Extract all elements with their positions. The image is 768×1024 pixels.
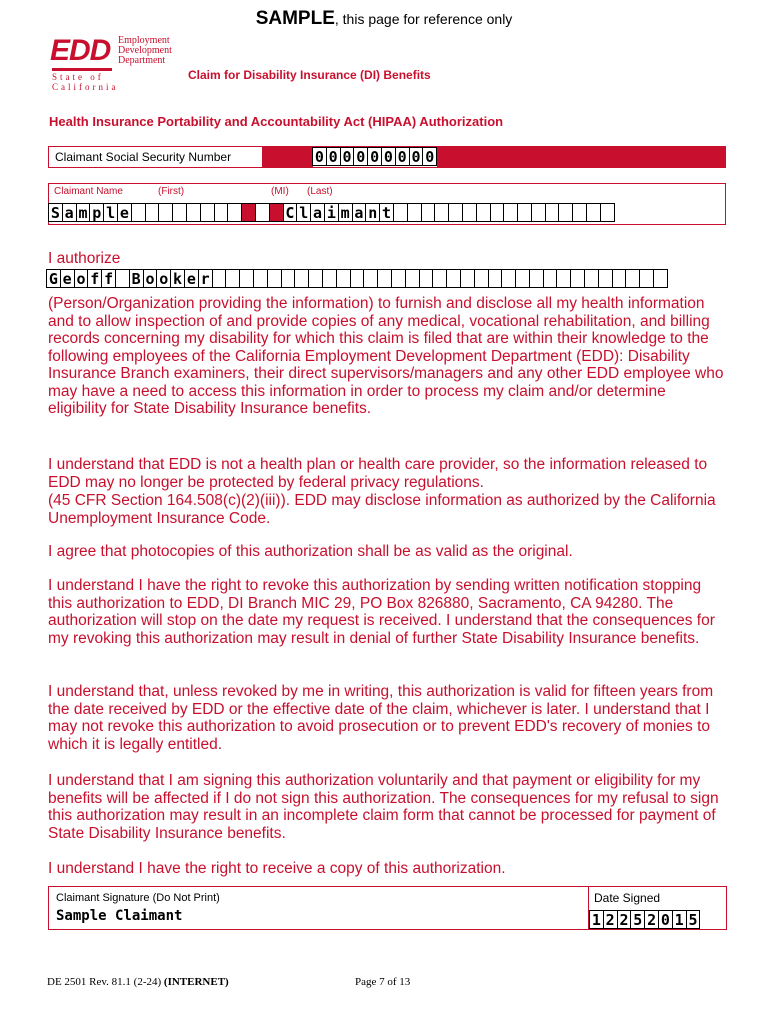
char-cell (503, 203, 518, 222)
paragraph-validity: I understand that, unless revoked by me in writing, this authorization is valid for fifteen years from the date received by EDD or the effective date of the claim, whichever is later. I understand that I may not revoke this authorization to avoid prosecution or to prevent EDD's recovery of monies to which it is legally entitled. (48, 683, 714, 753)
char-cell: i (324, 203, 339, 222)
form-number: DE 2501 Rev. 81.1 (2-24) (INTERNET) (47, 976, 229, 988)
char-cell: f (87, 269, 102, 288)
char-cell: n (365, 203, 380, 222)
char-cell (598, 269, 613, 288)
char-cell: 0 (312, 147, 327, 166)
char-cell (172, 203, 187, 222)
char-cell: t (379, 203, 394, 222)
logo-state: State of California (52, 72, 119, 92)
char-cell: 0 (381, 147, 396, 166)
char-cell (115, 269, 130, 288)
char-cell (515, 269, 530, 288)
char-cell: 5 (630, 910, 645, 929)
char-cell: B (129, 269, 144, 288)
mi-label: (MI) (271, 186, 289, 197)
char-cell: k (170, 269, 185, 288)
char-cell (363, 269, 378, 288)
shaded-cell (241, 203, 256, 222)
date-signed-input[interactable] (590, 910, 700, 929)
char-cell: 5 (686, 910, 701, 929)
char-cell (584, 269, 599, 288)
char-cell (474, 269, 489, 288)
char-cell (158, 203, 173, 222)
char-cell (446, 269, 461, 288)
char-cell (336, 269, 351, 288)
char-cell (529, 269, 544, 288)
char-cell (377, 269, 392, 288)
char-cell: 2 (644, 910, 659, 929)
paragraph-edd-not-health-plan: I understand that EDD is not a health plan or health care provider, so the information released to EDD may no longer be protected by federal privacy regulations. (48, 456, 708, 491)
char-cell: C (283, 203, 298, 222)
char-cell (600, 203, 615, 222)
char-cell (545, 203, 560, 222)
char-cell (625, 269, 640, 288)
char-cell: a (310, 203, 325, 222)
logo-swoosh (52, 68, 112, 71)
char-cell (501, 269, 516, 288)
edd-logo (50, 30, 172, 92)
char-cell (225, 269, 240, 288)
char-cell (200, 203, 215, 222)
char-cell (350, 269, 365, 288)
ssn-field-row (48, 146, 726, 168)
char-cell (407, 203, 422, 222)
claimant-name-label: Claimant Name (54, 186, 123, 197)
char-cell: 0 (326, 147, 341, 166)
char-cell (131, 203, 146, 222)
ssn-label: Claimant Social Security Number (49, 147, 263, 167)
char-cell (294, 269, 309, 288)
char-cell: e (60, 269, 75, 288)
char-cell (405, 269, 420, 288)
char-cell (393, 203, 408, 222)
paragraph-cfr: (45 CFR Section 164.508(c)(2)(iii)). EDD may disclose information as authorized by the California Unemployment Insurance Code. (48, 492, 716, 527)
last-name-label: (Last) (307, 186, 333, 197)
char-cell: o (156, 269, 171, 288)
char-cell (460, 269, 475, 288)
char-cell: m (338, 203, 353, 222)
edd-logo-abbr: EDD (50, 34, 111, 67)
char-cell: G (46, 269, 61, 288)
char-cell (558, 203, 573, 222)
char-cell: o (74, 269, 89, 288)
char-cell: 0 (409, 147, 424, 166)
char-cell (434, 203, 449, 222)
char-cell: S (48, 203, 63, 222)
char-cell (255, 203, 270, 222)
char-cell: 0 (367, 147, 382, 166)
char-cell (267, 269, 282, 288)
signature-input[interactable]: Sample Claimant (56, 908, 183, 924)
authorize-label: I authorize (48, 250, 121, 267)
char-cell: 0 (340, 147, 355, 166)
char-cell (586, 203, 601, 222)
char-cell (462, 203, 477, 222)
char-cell: 0 (422, 147, 437, 166)
char-cell: e (184, 269, 199, 288)
char-cell (448, 203, 463, 222)
char-cell (490, 203, 505, 222)
signature-label: Claimant Signature (Do Not Print) (56, 892, 220, 904)
char-cell (419, 269, 434, 288)
first-name-label: (First) (158, 186, 185, 197)
char-cell: 2 (617, 910, 632, 929)
char-cell (212, 269, 227, 288)
char-cell: f (101, 269, 116, 288)
char-cell (145, 203, 160, 222)
char-cell (239, 269, 254, 288)
char-cell: a (352, 203, 367, 222)
char-cell: p (89, 203, 104, 222)
char-cell (517, 203, 532, 222)
page-number: Page 7 of 13 (355, 976, 411, 988)
claimant-name-input[interactable] (49, 203, 615, 222)
char-cell: l (103, 203, 118, 222)
char-cell: a (62, 203, 77, 222)
char-cell: 0 (658, 910, 673, 929)
char-cell: r (198, 269, 213, 288)
sample-banner: SAMPLE, this page for reference only (255, 8, 513, 29)
char-cell (653, 269, 668, 288)
logo-dept-name: Employment Development Department (118, 35, 172, 66)
authorized-party-input[interactable] (47, 269, 668, 288)
paragraph-photocopies: I agree that photocopies of this authorization shall be as valid as the original. (48, 543, 573, 560)
char-cell: 2 (603, 910, 618, 929)
section-title: Health Insurance Portability and Accountability Act (HIPAA) Authorization (49, 114, 504, 129)
char-cell (281, 269, 296, 288)
char-cell (308, 269, 323, 288)
paragraph-copy-right: I understand I have the right to receive a copy of this authorization. (48, 860, 506, 877)
char-cell (322, 269, 337, 288)
char-cell (214, 203, 229, 222)
char-cell: m (76, 203, 91, 222)
date-signed-label: Date Signed (594, 891, 661, 905)
char-cell (227, 203, 242, 222)
shaded-cell (269, 203, 284, 222)
char-cell: 1 (672, 910, 687, 929)
char-cell (391, 269, 406, 288)
char-cell (639, 269, 654, 288)
char-cell: 1 (589, 910, 604, 929)
char-cell: l (296, 203, 311, 222)
char-cell: 0 (395, 147, 410, 166)
paragraph-disclosure: (Person/Organization providing the information) to furnish and disclose all my health information and to allow inspection of and provide copies of any medical, vocational rehabilitation, and billing records concerning my disability for which this claim is filed that are within their knowledge to the following employees of the California Employment Development Department (EDD): Disability Insurance Branch examiners, their direct supervisors/managers and any other EDD employee who may have a need to access this information in order to process my claim and/or determine eligibility for State Disability Insurance benefits. (48, 295, 724, 417)
char-cell (572, 203, 587, 222)
paragraph-voluntary: I understand that I am signing this authorization voluntarily and that payment or eligibility for my benefits will be affected if I do not sign this authorization. The consequences for my refusal to sign this authorization may result in an incomplete claim form that cannot be processed for payment of State Disability Insurance benefits. (48, 772, 719, 842)
char-cell (421, 203, 436, 222)
ssn-fill (263, 147, 725, 167)
char-cell (186, 203, 201, 222)
char-cell (570, 269, 585, 288)
ssn-input[interactable] (313, 147, 437, 167)
char-cell (543, 269, 558, 288)
char-cell (476, 203, 491, 222)
char-cell (612, 269, 627, 288)
char-cell (253, 269, 268, 288)
char-cell (432, 269, 447, 288)
form-title: Claim for Disability Insurance (DI) Benefits (188, 68, 431, 82)
paragraph-revoke: I understand I have the right to revoke this authorization by sending written notification stopping this authorization to EDD, DI Branch MIC 29, PO Box 826880, Sacramento, CA 94280. The authorization will stop on the date my request is received. I understand that the consequences for my revoking this authorization may result in denial of further State Disability Insurance benefits. (48, 577, 715, 647)
char-cell: e (117, 203, 132, 222)
char-cell (488, 269, 503, 288)
char-cell: o (143, 269, 158, 288)
char-cell (531, 203, 546, 222)
char-cell: 0 (353, 147, 368, 166)
char-cell (556, 269, 571, 288)
